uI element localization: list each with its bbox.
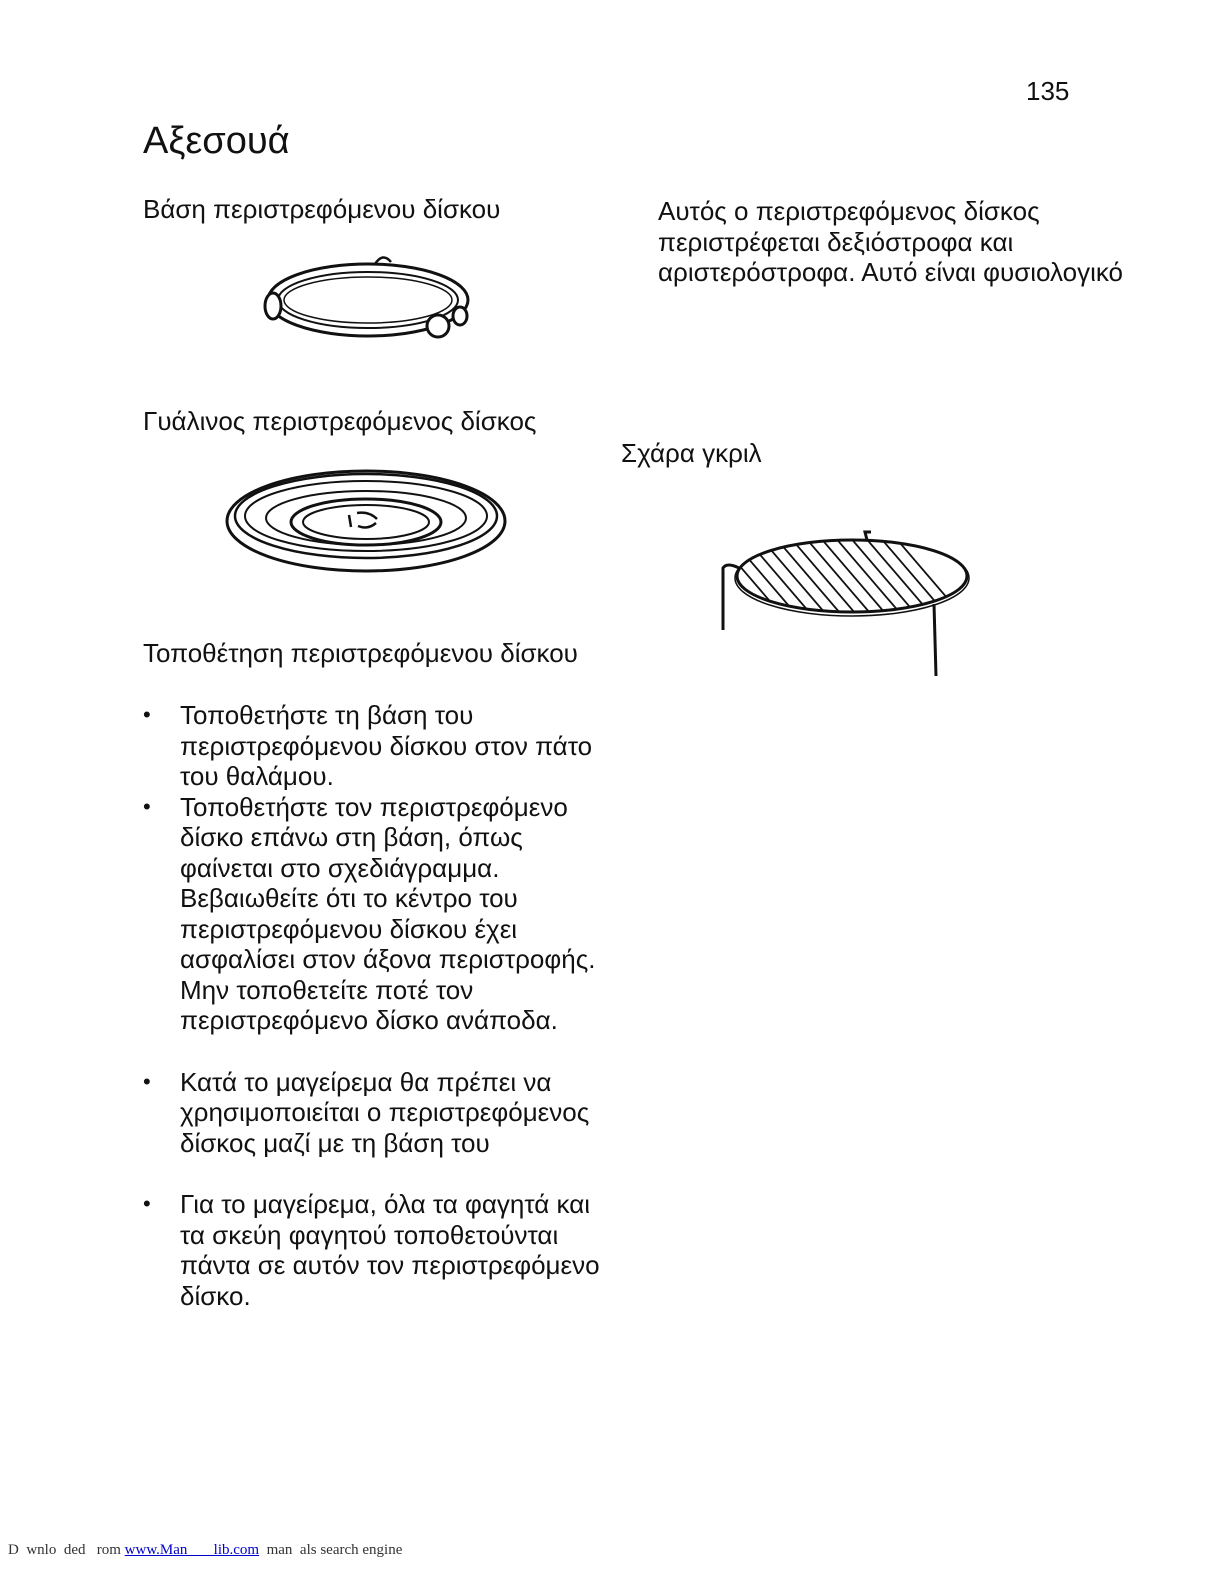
bullet-icon: •: [143, 1191, 151, 1216]
instruction-text: Για το μαγείρεμα, όλα τα φαγητά και τα σκεύη φαγητού τοποθετούνται πάντα σε αυτόν τον περιστρεφόμενο δίσκο.: [180, 1189, 600, 1311]
glass-tray-label: Γυάλινος περιστρεφόμενος δίσκος: [143, 406, 537, 436]
turntable-base-illustration: [255, 248, 485, 348]
bullet-icon: •: [143, 1068, 151, 1094]
page-number: 135: [1026, 76, 1070, 106]
bullet-icon: •: [143, 793, 151, 819]
instruction-text: Τοποθετήστε τον περιστρεφόμενο δίσκο επάνω στη βάση, όπως φαίνεται στο σχεδιάγραμμα. Βεβαιωθείτε ότι το κέντρο του περιστρεφόμενου δίσκου έχει ασφαλίσει στον άξονα περιστροφής. Μην τοποθετείτε ποτέ τον περιστρεφόμενο δίσκο ανάποδα.: [180, 791, 596, 1035]
list-item: [143, 1067, 613, 1159]
bullet-icon: •: [143, 702, 151, 727]
installation-heading: Τοποθέτηση περιστρεφόμενου δίσκου: [143, 638, 578, 668]
list-item: [143, 700, 613, 792]
rotation-note: Αυτός ο περιστρεφόμενος δίσκος περιστρέφεται δεξιόστροφα και αριστερόστροφα. Αυτό είναι φυσιολογικό: [658, 196, 1123, 287]
glass-turntable-illustration: [225, 466, 510, 578]
download-footer: [8, 1542, 402, 1559]
grill-rack-illustration: [715, 528, 975, 680]
installation-instructions: [143, 700, 613, 1311]
base-label: Βάση περιστρεφόμενου δίσκου: [143, 194, 501, 224]
footer-suffix: man als search engine: [259, 1542, 403, 1558]
list-item: [143, 792, 613, 1036]
instruction-text: Κατά το μαγείρεμα θα πρέπει να χρησιμοποιείται ο περιστρεφόμενος δίσκος μαζί με τη βάση του: [180, 1066, 590, 1158]
grill-rack-label: Σχάρα γκριλ: [621, 438, 762, 468]
page-title: Αξεσουά: [143, 120, 290, 162]
list-item: [143, 1189, 613, 1311]
footer-prefix: D wnlo ded rom: [8, 1542, 125, 1558]
instruction-text: Τοποθετήστε τη βάση του περιστρεφόμενου δίσκου στον πάτο του θαλάμου.: [180, 700, 593, 791]
footer-link[interactable]: www.Man lib.com: [124, 1542, 260, 1558]
